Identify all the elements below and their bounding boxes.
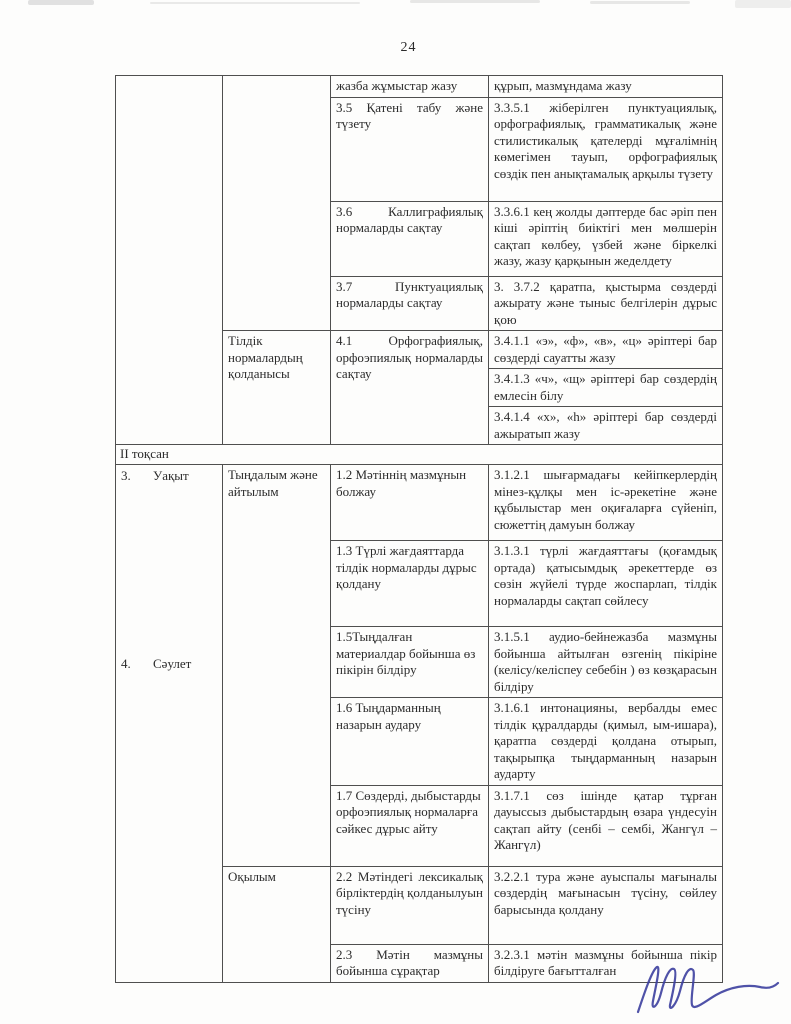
skill-cell: 2.3 Мәтін мазмұны бойынша сұрақтар [331, 944, 489, 982]
unit-3 [121, 467, 217, 485]
strand-cell-empty [223, 76, 331, 331]
quarter-label: ІІ тоқсан [116, 445, 723, 465]
scan-artifact [150, 2, 360, 4]
objective-cell: 3. 3.7.2 қаратпа, қыстырма сөздерді ажырату және тыныс белгілерін дұрыс қою [489, 276, 723, 331]
skill-cell: 1.6 Тыңдарманның назарын аудару [331, 698, 489, 786]
scan-artifact [590, 1, 690, 4]
strand-cell: Тыңдалым және айтылым [223, 465, 331, 867]
objective-cell: 3.4.1.4 «х», «һ» әріптері бар сөздерді ажыратып жазу [489, 407, 723, 445]
signature [632, 960, 782, 1020]
curriculum-table [115, 75, 723, 983]
unit-4 [121, 655, 217, 673]
objective-cell: құрып, мазмұндама жазу [489, 76, 723, 98]
unit-title: Сәулет [153, 655, 192, 671]
skill-cell: 1.3 Түрлі жағдаяттарда тілдік нормаларды дұрыс қолдану [331, 541, 489, 627]
quarter-row [116, 445, 723, 465]
scan-artifact [410, 0, 540, 3]
skill-cell: 2.2 Мәтіндегі лексикалық бірліктердің қолданылуын түсіну [331, 866, 489, 944]
skill-cell: 1.2 Мәтіннің мазмұнын болжау [331, 465, 489, 541]
objective-cell: 3.2.3.1 мәтін мазмұны бойынша пікір білдіруге бағытталған [489, 944, 723, 982]
objective-cell: 3.1.2.1 шығармадағы кейіпкерлердің мінез-құлқы мен іс-әрекетіне және құбылыстар мен оқиғаларға сүйеніп, сюжеттің дамуын болжау [489, 465, 723, 541]
page-number: 24 [400, 40, 417, 55]
objective-cell: 3.1.3.1 түрлі жағдаяттағы (қоғамдық ортада) қатысымдық әрекеттерде өз сөзін жүйелі түрде жоспарлап, тілдік нормаларды сақтап сөйлесу [489, 541, 723, 627]
scan-artifact [28, 0, 94, 5]
objective-cell: 3.4.1.3 «ч», «щ» әріптері бар сөздердің емлесін білу [489, 369, 723, 407]
scan-artifact [735, 0, 791, 8]
strand-cell: Тілдік нормалардың қолданысы [223, 331, 331, 445]
objective-cell: 3.4.1.1 «э», «ф», «в», «ц» әріптері бар сөздерді сауатты жазу [489, 331, 723, 369]
skill-cell: 1.7 Сөздерді, дыбыстарды орфоэпиялық нормаларға сәйкес дұрыс айту [331, 785, 489, 866]
skill-cell: жазба жұмыстар жазу [331, 76, 489, 98]
table-row [116, 465, 723, 541]
objective-cell: 3.1.6.1 интонацияны, вербалды емес тілдік құралдарды (қимыл, ым-ишара), қаратпа сөздерді қолдана отырып, тақырыпқа тыңдарманның назарын аударту [489, 698, 723, 786]
unit-title: Уақыт [153, 468, 189, 483]
strand-cell: Оқылым [223, 866, 331, 982]
unit-cell [116, 465, 223, 983]
skill-cell: 3.7 Пунктуациялық нормаларды сақтау [331, 276, 489, 331]
skill-cell: 4.1 Орфографиялық, орфоэпиялық нормаларды сақтау [331, 331, 489, 445]
objective-cell: 3.1.7.1 сөз ішінде қатар тұрған дауыссыз дыбыстардың өзара үндесуін сақтап айту (сенбі – сембі, Жангүл –Жангүл) [489, 785, 723, 866]
objective-cell: 3.2.2.1 тура және ауыспалы мағыналы сөздердің мағынасын түсіну, сөйлеу барысында қолдану [489, 866, 723, 944]
table-row [116, 76, 723, 98]
unit-cell-empty [116, 76, 223, 445]
unit-number: 3. [121, 468, 131, 483]
objective-cell: 3.1.5.1 аудио-бейнежазба мазмұны бойынша айтылған өзгенің пікіріне (келісу/келіспеу себебін ) өз көзқарасын білдіру [489, 627, 723, 698]
unit-number: 4. [121, 655, 131, 671]
skill-cell: 3.5 Қатені табу және түзету [331, 97, 489, 201]
skill-cell: 1.5Тыңдалған материалдар бойынша өз пікірін білдіру [331, 627, 489, 698]
objective-cell: 3.3.5.1 жіберілген пунктуациялық, орфографиялық, грамматикалық және стилистикалық қателерді мұғалімнің көмегімен тауып, орфографиялық сөздік пен анықтамалық арқылы түзету [489, 97, 723, 201]
skill-cell: 3.6 Каллиграфиялық нормаларды сақтау [331, 201, 489, 276]
objective-cell: 3.3.6.1 кең жолды дәптерде бас әріп пен кіші әріптің биіктігі мен мөлшерін сақтап көлбеу, үзбей және біркелкі жазу, жазу қарқынын жеделдету [489, 201, 723, 276]
